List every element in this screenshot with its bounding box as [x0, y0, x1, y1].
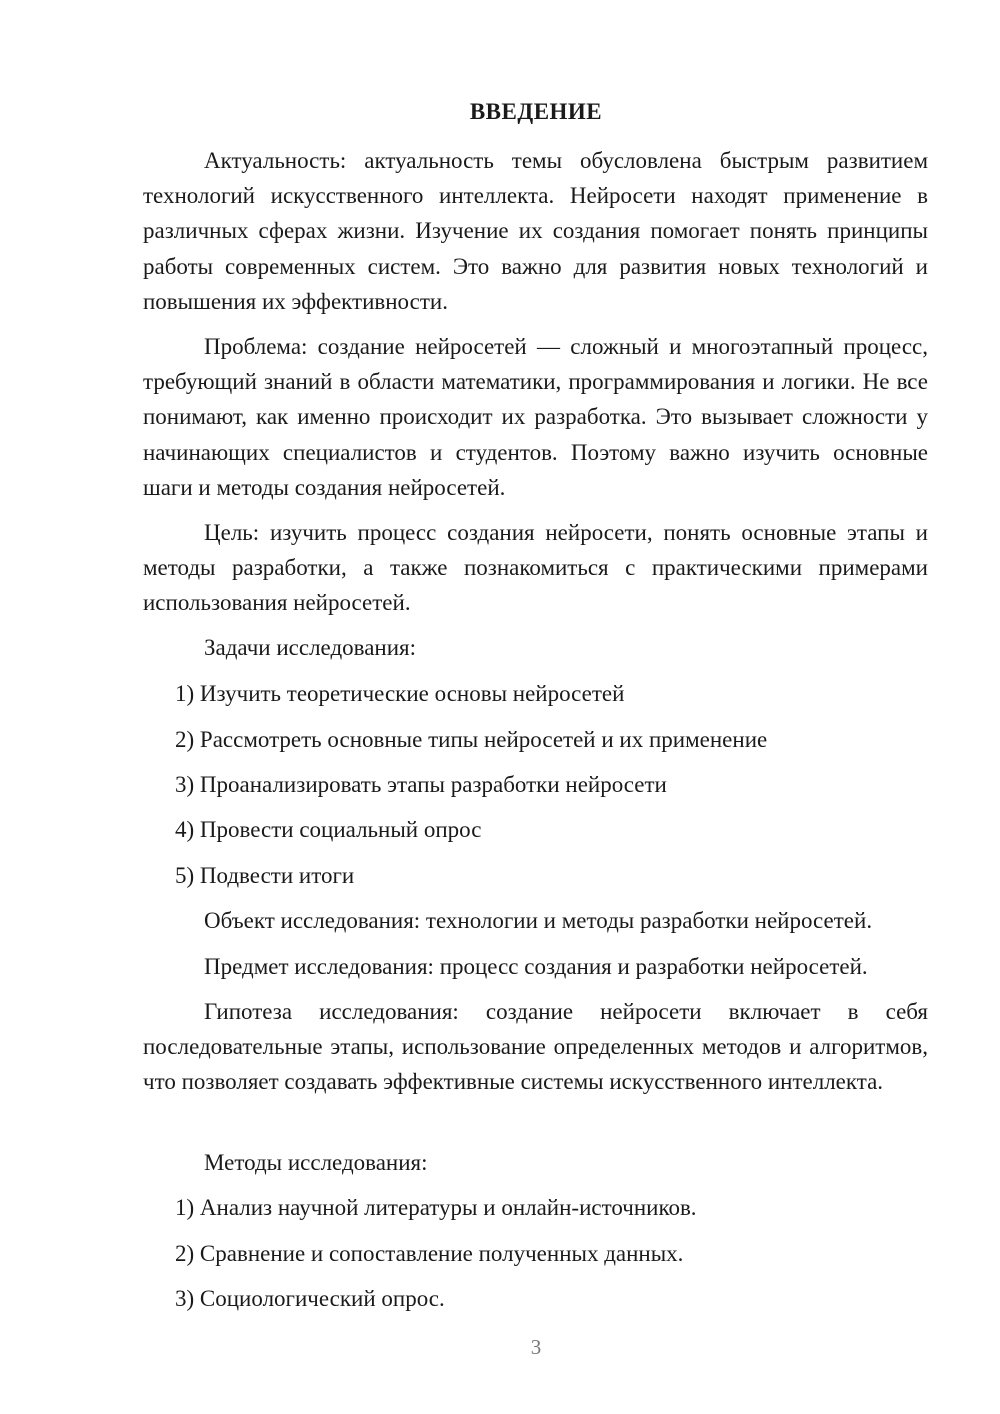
hypothesis-paragraph: Гипотеза исследования: создание нейросети включает в себя последовательные этапы, использование определенных методов и алгоритмов, что позволяет создавать эффективные системы искусственного интеллекта. — [143, 999, 928, 1095]
relevance-paragraph: Актуальность: актуальность темы обусловлена быстрым развитием технологий искусственного интеллекта. Нейросети находят применение в различных сферах жизни. Изучение их создания помогает понять принципы работы современных систем. Это важно для развития новых технологий и повышения их эффективности. — [143, 148, 928, 314]
task-item-3: 3) Проанализировать этапы разработки нейросети — [175, 772, 667, 797]
section-heading: ВВЕДЕНИЕ — [469, 99, 603, 124]
method-item-1: 1) Анализ научной литературы и онлайн-источников. — [175, 1195, 697, 1220]
task-item-5: 5) Подвести итоги — [175, 863, 355, 888]
problem-paragraph: Проблема: создание нейросетей — сложный и многоэтапный процесс, требующий знаний в области математики, программирования и логики. Не все понимают, как именно происходит их разработка. Это вызывает сложности у начинающих специалистов и студентов. Поэтому важно изучить основные шаги и методы создания нейросетей. — [143, 334, 928, 500]
goal-paragraph: Цель: изучить процесс создания нейросети, понять основные этапы и методы разработки, а также познакомиться с практическими примерами использования нейросетей. — [143, 520, 928, 616]
task-item-4: 4) Провести социальный опрос — [175, 817, 482, 842]
task-item-1: 1) Изучить теоретические основы нейросетей — [175, 681, 625, 706]
research-subject: Предмет исследования: процесс создания и разработки нейросетей. — [204, 954, 868, 979]
methods-heading: Методы исследования: — [204, 1150, 428, 1175]
method-item-3: 3) Социологический опрос. — [175, 1286, 445, 1311]
research-object: Объект исследования: технологии и методы разработки нейросетей. — [204, 908, 873, 933]
task-item-2: 2) Рассмотреть основные типы нейросетей и их применение — [175, 727, 768, 752]
method-item-2: 2) Сравнение и сопоставление полученных данных. — [175, 1241, 684, 1266]
tasks-heading: Задачи исследования: — [204, 635, 417, 660]
page-number: 3 — [530, 1335, 542, 1359]
